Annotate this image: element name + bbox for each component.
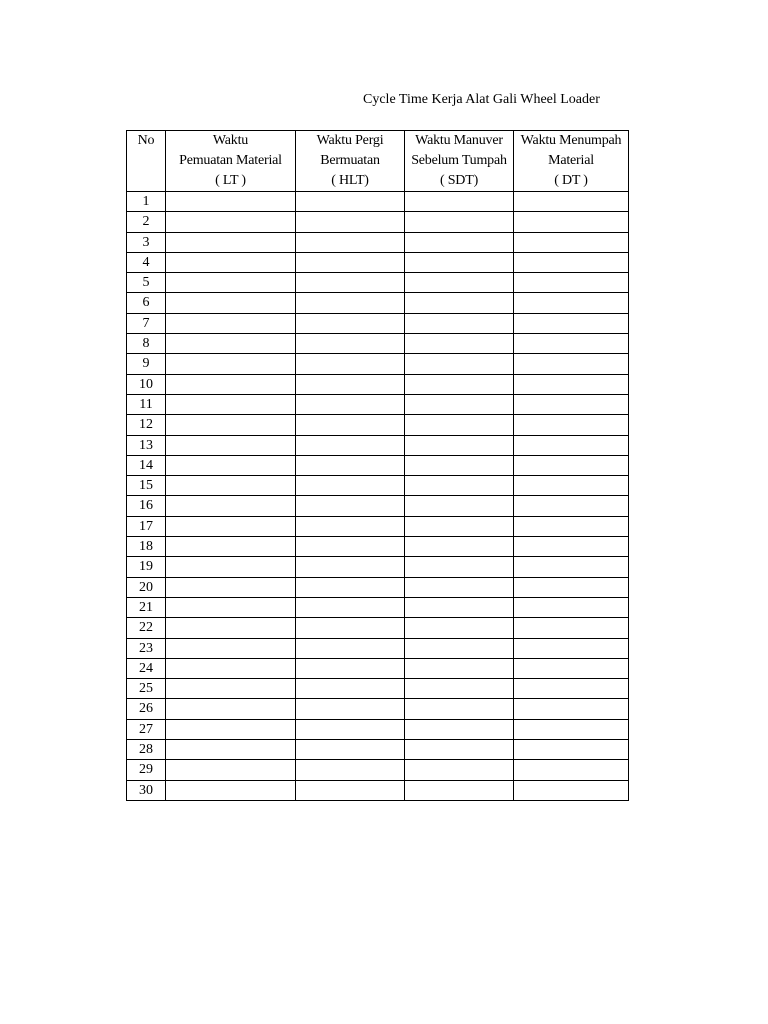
- table-row: [127, 232, 629, 252]
- table-row: [127, 394, 629, 414]
- cell-sdt: [405, 476, 514, 496]
- header-dump-time: [514, 131, 629, 192]
- cell-sdt: [405, 394, 514, 414]
- cycle-time-table: [126, 130, 629, 801]
- cell-hlt: [296, 537, 405, 557]
- cell-lt: [166, 780, 296, 800]
- cell-dt: [514, 354, 629, 374]
- cell-dt: [514, 334, 629, 354]
- row-number: 12: [127, 415, 166, 435]
- cell-hlt: [296, 618, 405, 638]
- cell-lt: [166, 760, 296, 780]
- cell-lt: [166, 394, 296, 414]
- cell-hlt: [296, 232, 405, 252]
- table-row: [127, 192, 629, 212]
- cell-dt: [514, 537, 629, 557]
- cell-sdt: [405, 618, 514, 638]
- cell-dt: [514, 232, 629, 252]
- row-number: 8: [127, 334, 166, 354]
- cell-lt: [166, 740, 296, 760]
- table-row: [127, 557, 629, 577]
- row-number: 11: [127, 394, 166, 414]
- header-line: Bermuatan: [320, 153, 380, 168]
- cell-lt: [166, 638, 296, 658]
- cell-sdt: [405, 699, 514, 719]
- cell-sdt: [405, 313, 514, 333]
- cell-hlt: [296, 638, 405, 658]
- cell-dt: [514, 658, 629, 678]
- cell-hlt: [296, 557, 405, 577]
- cell-sdt: [405, 415, 514, 435]
- cell-dt: [514, 719, 629, 739]
- cell-sdt: [405, 293, 514, 313]
- cell-lt: [166, 415, 296, 435]
- row-number: 10: [127, 374, 166, 394]
- cell-dt: [514, 638, 629, 658]
- cell-hlt: [296, 719, 405, 739]
- row-number: 30: [127, 780, 166, 800]
- cell-sdt: [405, 719, 514, 739]
- row-number: 16: [127, 496, 166, 516]
- cell-lt: [166, 597, 296, 617]
- cell-lt: [166, 455, 296, 475]
- cell-hlt: [296, 760, 405, 780]
- row-number: 24: [127, 658, 166, 678]
- cell-lt: [166, 577, 296, 597]
- row-number: 13: [127, 435, 166, 455]
- row-number: 23: [127, 638, 166, 658]
- cell-hlt: [296, 354, 405, 374]
- table-row: [127, 618, 629, 638]
- table-header-row: [127, 131, 629, 192]
- row-number: 6: [127, 293, 166, 313]
- cell-lt: [166, 293, 296, 313]
- table-body: [127, 192, 629, 801]
- cell-sdt: [405, 760, 514, 780]
- cell-sdt: [405, 516, 514, 536]
- cell-hlt: [296, 192, 405, 212]
- cell-dt: [514, 374, 629, 394]
- header-line: ( SDT): [439, 173, 479, 188]
- cell-sdt: [405, 334, 514, 354]
- cell-lt: [166, 618, 296, 638]
- cell-lt: [166, 212, 296, 232]
- cell-hlt: [296, 394, 405, 414]
- cell-lt: [166, 374, 296, 394]
- cell-hlt: [296, 780, 405, 800]
- cell-dt: [514, 455, 629, 475]
- table-row: [127, 334, 629, 354]
- cell-dt: [514, 679, 629, 699]
- cell-lt: [166, 476, 296, 496]
- cell-sdt: [405, 212, 514, 232]
- cell-lt: [166, 537, 296, 557]
- cell-lt: [166, 192, 296, 212]
- cell-hlt: [296, 415, 405, 435]
- cell-hlt: [296, 496, 405, 516]
- cell-dt: [514, 192, 629, 212]
- table-row: [127, 597, 629, 617]
- cell-sdt: [405, 740, 514, 760]
- cell-sdt: [405, 537, 514, 557]
- row-number: 22: [127, 618, 166, 638]
- cell-lt: [166, 679, 296, 699]
- header-line: ( HLT): [331, 173, 369, 188]
- cell-lt: [166, 252, 296, 272]
- cell-hlt: [296, 313, 405, 333]
- header-line: ( DT ): [554, 173, 588, 188]
- header-line: Sebelum Tumpah: [411, 153, 507, 168]
- cell-hlt: [296, 516, 405, 536]
- cell-sdt: [405, 638, 514, 658]
- table-row: [127, 354, 629, 374]
- row-number: 27: [127, 719, 166, 739]
- cell-dt: [514, 577, 629, 597]
- cell-dt: [514, 699, 629, 719]
- table-row: [127, 252, 629, 272]
- cell-dt: [514, 557, 629, 577]
- cell-sdt: [405, 252, 514, 272]
- cell-lt: [166, 699, 296, 719]
- cell-lt: [166, 354, 296, 374]
- table-row: [127, 760, 629, 780]
- cell-hlt: [296, 455, 405, 475]
- header-no: [127, 131, 166, 192]
- row-number: 18: [127, 537, 166, 557]
- cell-hlt: [296, 252, 405, 272]
- table-row: [127, 496, 629, 516]
- header-loading-time: [166, 131, 296, 192]
- cell-hlt: [296, 435, 405, 455]
- row-number: 5: [127, 273, 166, 293]
- cell-dt: [514, 496, 629, 516]
- cell-hlt: [296, 658, 405, 678]
- cell-dt: [514, 516, 629, 536]
- table-row: [127, 679, 629, 699]
- row-number: 28: [127, 740, 166, 760]
- table-row: [127, 577, 629, 597]
- cell-sdt: [405, 192, 514, 212]
- header-line: Waktu Pergi: [316, 133, 384, 148]
- table-row: [127, 476, 629, 496]
- cell-sdt: [405, 557, 514, 577]
- cell-lt: [166, 273, 296, 293]
- cell-lt: [166, 719, 296, 739]
- row-number: 25: [127, 679, 166, 699]
- cell-hlt: [296, 334, 405, 354]
- header-spot-dump-time: [405, 131, 514, 192]
- table-row: [127, 415, 629, 435]
- cell-sdt: [405, 658, 514, 678]
- table-row: [127, 374, 629, 394]
- cell-dt: [514, 760, 629, 780]
- table-row: [127, 699, 629, 719]
- cell-sdt: [405, 435, 514, 455]
- table-row: [127, 658, 629, 678]
- cell-lt: [166, 435, 296, 455]
- table-row: [127, 273, 629, 293]
- cell-sdt: [405, 496, 514, 516]
- cell-hlt: [296, 476, 405, 496]
- row-number: 9: [127, 354, 166, 374]
- cell-dt: [514, 476, 629, 496]
- cell-dt: [514, 212, 629, 232]
- table-row: [127, 293, 629, 313]
- row-number: 21: [127, 597, 166, 617]
- table-row: [127, 537, 629, 557]
- row-number: 7: [127, 313, 166, 333]
- table-row: [127, 313, 629, 333]
- cell-sdt: [405, 354, 514, 374]
- cell-hlt: [296, 212, 405, 232]
- cell-sdt: [405, 679, 514, 699]
- cell-dt: [514, 618, 629, 638]
- header-line: Waktu: [212, 133, 249, 148]
- row-number: 14: [127, 455, 166, 475]
- cell-lt: [166, 496, 296, 516]
- cell-dt: [514, 252, 629, 272]
- cell-lt: [166, 557, 296, 577]
- cell-lt: [166, 232, 296, 252]
- header-line: Pemuatan Material: [179, 153, 282, 168]
- cell-sdt: [405, 597, 514, 617]
- row-number: 19: [127, 557, 166, 577]
- row-number: 29: [127, 760, 166, 780]
- table-row: [127, 212, 629, 232]
- cell-dt: [514, 394, 629, 414]
- cell-dt: [514, 780, 629, 800]
- table-row: [127, 740, 629, 760]
- cell-dt: [514, 597, 629, 617]
- header-line: Waktu Manuver: [415, 133, 503, 148]
- cell-sdt: [405, 232, 514, 252]
- table-row: [127, 435, 629, 455]
- table-row: [127, 455, 629, 475]
- row-number: 15: [127, 476, 166, 496]
- header-line: ( LT ): [215, 173, 246, 188]
- cell-lt: [166, 658, 296, 678]
- cell-hlt: [296, 597, 405, 617]
- cell-hlt: [296, 374, 405, 394]
- row-number: 3: [127, 232, 166, 252]
- cell-dt: [514, 293, 629, 313]
- table-row: [127, 638, 629, 658]
- document-title: Cycle Time Kerja Alat Gali Wheel Loader: [363, 92, 600, 107]
- cell-sdt: [405, 577, 514, 597]
- cell-lt: [166, 516, 296, 536]
- cell-dt: [514, 273, 629, 293]
- cell-lt: [166, 313, 296, 333]
- cell-sdt: [405, 273, 514, 293]
- cell-sdt: [405, 780, 514, 800]
- cell-hlt: [296, 577, 405, 597]
- cell-dt: [514, 415, 629, 435]
- row-number: 26: [127, 699, 166, 719]
- header-haul-time: [296, 131, 405, 192]
- row-number: 20: [127, 577, 166, 597]
- cell-hlt: [296, 699, 405, 719]
- row-number: 17: [127, 516, 166, 536]
- cell-dt: [514, 313, 629, 333]
- cell-lt: [166, 334, 296, 354]
- table-row: [127, 516, 629, 536]
- cell-dt: [514, 435, 629, 455]
- cell-sdt: [405, 374, 514, 394]
- table-row: [127, 719, 629, 739]
- cell-sdt: [405, 455, 514, 475]
- table-row: [127, 780, 629, 800]
- cell-hlt: [296, 740, 405, 760]
- header-line: Material: [548, 153, 594, 168]
- row-number: 2: [127, 212, 166, 232]
- row-number: 4: [127, 252, 166, 272]
- cell-hlt: [296, 679, 405, 699]
- header-line: Waktu Menumpah: [520, 133, 622, 148]
- row-number: 1: [127, 192, 166, 212]
- cell-hlt: [296, 273, 405, 293]
- header-no-line: No: [137, 133, 155, 148]
- cell-hlt: [296, 293, 405, 313]
- cell-dt: [514, 740, 629, 760]
